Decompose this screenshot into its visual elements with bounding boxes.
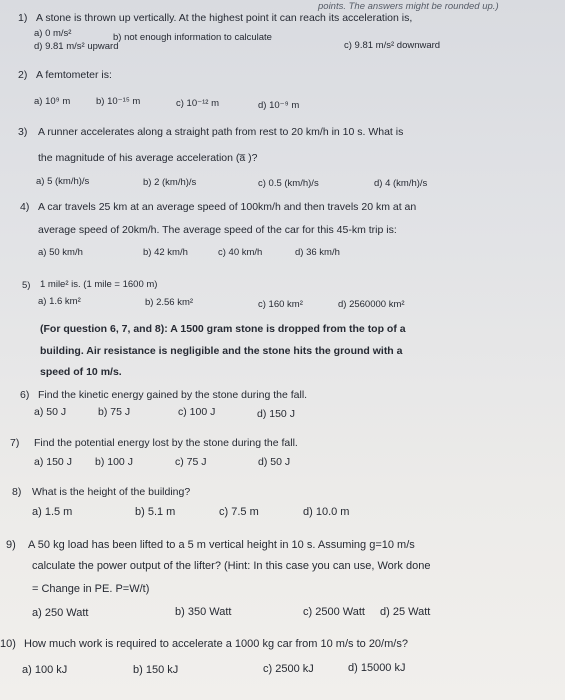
question-6-option-a: a) 50 J: [34, 406, 67, 418]
question-1-option-b: b) not enough information to calculate: [113, 32, 272, 43]
question-10-option-c: c) 2500 kJ: [263, 663, 314, 675]
question-4-option-d: d) 36 km/h: [295, 247, 340, 258]
question-2-number: 2): [18, 69, 28, 81]
question-1-option-a: a) 0 m/s²: [34, 28, 72, 39]
question-9-option-c: c) 2500 Watt: [303, 606, 365, 618]
question-4-text-line1: A car travels 25 km at an average speed of 100km/h and then travels 20 km at an: [38, 201, 417, 213]
question-8-number: 8): [12, 486, 22, 498]
question-4-option-b: b) 42 km/h: [143, 247, 188, 258]
question-9-text-line2: calculate the power output of the lifter? (Hint: In this case you can use, Work done: [32, 560, 431, 572]
note-line-1: (For question 6, 7, and 8): A 1500 gram stone is dropped from the top of a: [40, 323, 406, 335]
question-6-option-b: b) 75 J: [98, 406, 131, 418]
question-8-option-c: c) 7.5 m: [219, 506, 259, 518]
question-2-option-d: d) 10⁻⁹ m: [258, 100, 300, 111]
note-line-2: building. Air resistance is negligible and the stone hits the ground with a: [40, 345, 403, 357]
question-3-option-c: c) 0.5 (km/h)/s: [258, 178, 319, 189]
question-4-text-line2: average speed of 20km/h. The average speed of the car for this 45-km trip is:: [38, 224, 397, 236]
question-6-option-c: c) 100 J: [178, 406, 216, 418]
question-8-text: What is the height of the building?: [32, 486, 191, 498]
question-6-number: 6): [20, 389, 30, 401]
question-10-option-b: b) 150 kJ: [133, 664, 179, 676]
question-8-option-d: d) 10.0 m: [303, 506, 350, 518]
question-10-option-d: d) 15000 kJ: [348, 662, 406, 674]
question-6-option-d: d) 150 J: [257, 408, 295, 420]
question-8-option-b: b) 5.1 m: [135, 506, 176, 518]
question-7-number: 7): [10, 437, 20, 449]
question-9-text-line3: = Change in PE. P=W/t): [32, 583, 150, 595]
question-2-option-a: a) 10⁹ m: [34, 96, 71, 107]
question-2-text: A femtometer is:: [36, 69, 112, 81]
question-8-option-a: a) 1.5 m: [32, 506, 73, 518]
question-9-option-a: a) 250 Watt: [32, 607, 89, 619]
question-9-number: 9): [6, 539, 16, 551]
question-5-number: 5): [22, 280, 31, 291]
question-10-number: 10): [0, 638, 16, 650]
question-5-text: 1 mile² is. (1 mile = 1600 m): [40, 279, 158, 290]
question-3-text-line1: A runner accelerates along a straight path from rest to 20 km/h in 10 s. What is: [38, 126, 404, 138]
question-7-option-a: a) 150 J: [34, 456, 72, 468]
question-2-option-b: b) 10⁻¹⁵ m: [96, 96, 141, 107]
question-10-text: How much work is required to accelerate a 1000 kg car from 10 m/s to 20/m/s?: [24, 638, 408, 650]
question-3-number: 3): [18, 126, 28, 138]
question-2-option-c: c) 10⁻¹² m: [176, 98, 220, 109]
question-6-text: Find the kinetic energy gained by the stone during the fall.: [38, 389, 308, 401]
question-3-option-b: b) 2 (km/h)/s: [143, 177, 197, 188]
question-7-text: Find the potential energy lost by the stone during the fall.: [34, 437, 298, 449]
question-4-number: 4): [20, 201, 30, 213]
question-3-option-d: d) 4 (km/h)/s: [374, 178, 428, 189]
question-7-option-d: d) 50 J: [258, 456, 291, 468]
question-9-option-b: b) 350 Watt: [175, 606, 232, 618]
question-7-option-c: c) 75 J: [175, 456, 207, 468]
question-5-option-a: a) 1.6 km²: [38, 296, 81, 307]
note-line-3: speed of 10 m/s.: [40, 366, 122, 378]
question-4-option-a: a) 50 km/h: [38, 247, 83, 258]
question-1-number: 1): [18, 12, 28, 24]
question-10-option-a: a) 100 kJ: [22, 664, 68, 676]
question-1-text: A stone is thrown up vertically. At the highest point it can reach its acceleration is,: [36, 12, 413, 24]
question-5-option-d: d) 2560000 km²: [338, 299, 405, 310]
question-9-option-d: d) 25 Watt: [380, 606, 431, 618]
question-1-option-d: d) 9.81 m/s² upward: [34, 41, 119, 52]
question-3-text-line2: the magnitude of his average acceleration (a̅ )?: [38, 152, 258, 164]
question-5-option-c: c) 160 km²: [258, 299, 303, 310]
question-4-option-c: c) 40 km/h: [218, 247, 263, 258]
question-5-option-b: b) 2.56 km²: [145, 297, 194, 308]
question-7-option-b: b) 100 J: [95, 456, 133, 468]
question-3-option-a: a) 5 (km/h)/s: [36, 176, 90, 187]
question-9-text-line1: A 50 kg load has been lifted to a 5 m vertical height in 10 s. Assuming g=10 m/s: [28, 539, 415, 551]
question-1-option-c: c) 9.81 m/s² downward: [344, 40, 441, 51]
header-note: points. The answers might be rounded up.): [318, 1, 499, 12]
